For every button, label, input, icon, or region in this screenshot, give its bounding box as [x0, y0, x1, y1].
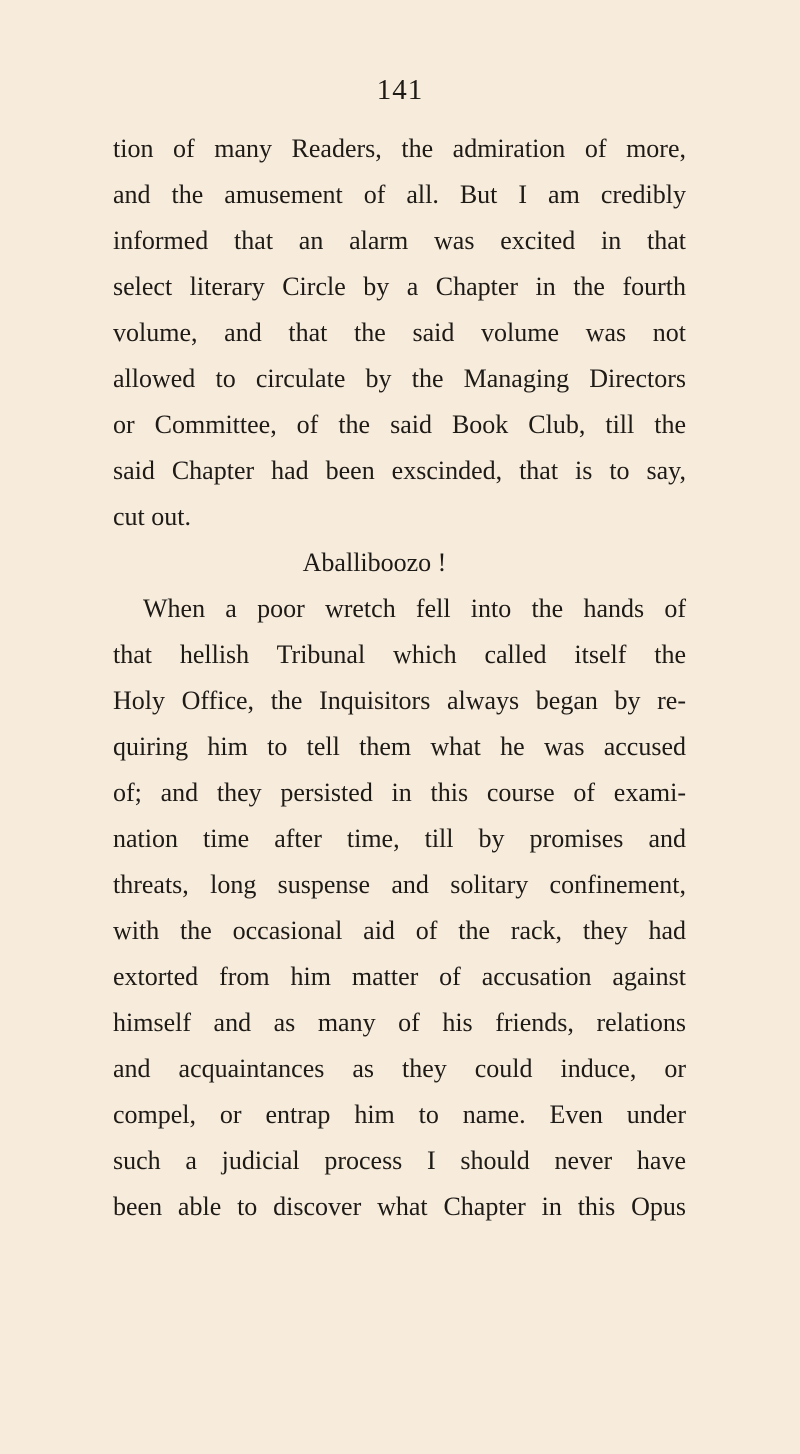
text-line: threats, long suspense and solitary confinement, — [113, 870, 686, 899]
text-line: with the occasional aid of the rack, they had — [113, 916, 686, 945]
exclamation-line: Aballiboozo ! — [302, 548, 447, 577]
text-line: and acquaintances as they could induce, or — [113, 1054, 686, 1083]
body-text — [113, 126, 686, 1230]
text-line: nation time after time, till by promises and — [113, 824, 686, 853]
text-line: and the amusement of all. But I am credibly — [113, 180, 686, 209]
text-line: quiring him to tell them what he was accused — [113, 732, 686, 761]
text-line: that hellish Tribunal which called itself the — [113, 640, 686, 669]
text-line: select literary Circle by a Chapter in the fourth — [113, 272, 686, 301]
text-line: compel, or entrap him to name. Even under — [113, 1100, 686, 1129]
text-line: volume, and that the said volume was not — [113, 318, 686, 347]
text-line: informed that an alarm was excited in that — [113, 226, 686, 255]
text-line: Holy Office, the Inquisitors always began by re- — [113, 686, 686, 715]
text-line: cut out. — [113, 502, 191, 531]
text-line: of; and they persisted in this course of exami- — [113, 778, 686, 807]
text-line: When a poor wretch fell into the hands of — [143, 594, 686, 623]
text-line: said Chapter had been exscinded, that is to say, — [113, 456, 686, 485]
text-line: himself and as many of his friends, relations — [113, 1008, 686, 1037]
text-line: or Committee, of the said Book Club, till the — [113, 410, 686, 439]
text-line: been able to discover what Chapter in this Opus — [113, 1192, 686, 1221]
text-line: allowed to circulate by the Managing Directors — [113, 364, 686, 393]
page-number: 141 — [376, 74, 424, 106]
text-line: extorted from him matter of accusation against — [113, 962, 686, 991]
text-line: such a judicial process I should never have — [113, 1146, 686, 1175]
text-line: tion of many Readers, the admiration of more, — [113, 134, 686, 163]
